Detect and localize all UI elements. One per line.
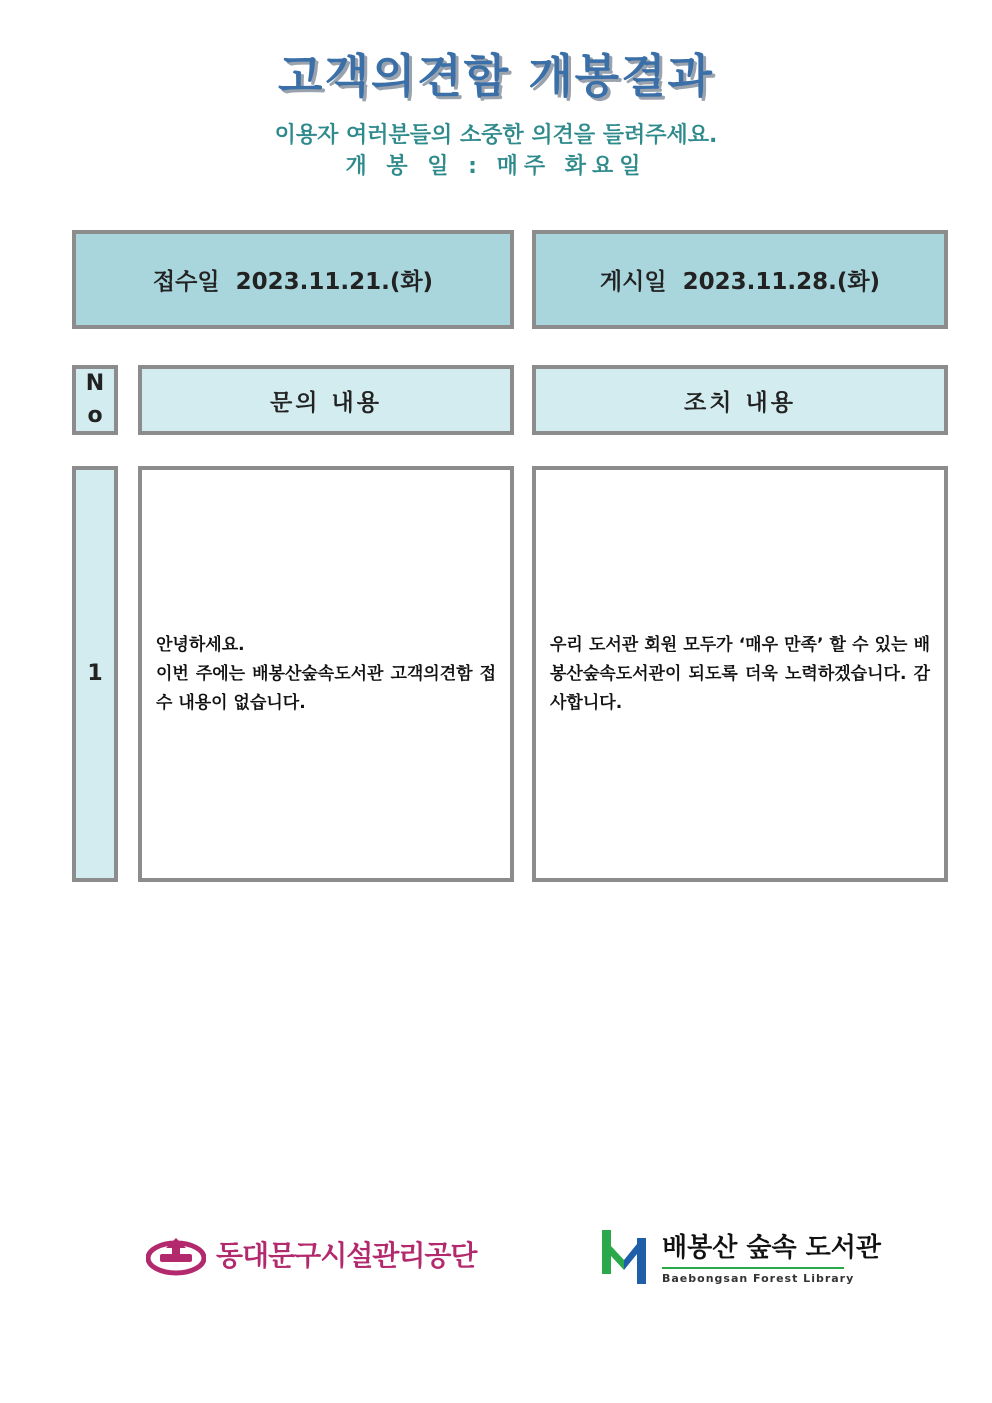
inquiry-content-cell	[138, 466, 514, 882]
org-emblem-icon	[146, 1232, 206, 1276]
library-emblem-icon	[600, 1226, 650, 1286]
open-day-note: 개 봉 일 : 매주 화요일	[345, 154, 647, 179]
posted-date-box	[532, 230, 948, 329]
inquiry-content	[156, 631, 496, 718]
column-header-action	[532, 365, 948, 435]
row-number: 1	[87, 661, 103, 686]
row-number-cell	[72, 466, 118, 882]
action-text: 우리 도서관 회원 모두가 ‘매우 만족’ 할 수 있는 배봉산숲속도서관이 되도록 더욱 노력하겠습니다. 감사합니다.	[550, 634, 930, 713]
column-header-no	[72, 365, 118, 435]
library-name-english: Baebongsan Forest Library	[662, 1272, 855, 1285]
no-label-top: N	[85, 371, 105, 396]
org-logo	[146, 1232, 476, 1276]
page-subtitle: 이용자 여러분들의 소중한 의견을 들려주세요.	[274, 123, 718, 148]
received-date-box	[72, 230, 514, 329]
no-label-bottom: o	[87, 403, 103, 428]
column-header-inquiry	[138, 365, 514, 435]
library-logo-divider	[662, 1267, 844, 1269]
action-content-cell	[532, 466, 948, 882]
action-header-label: 조치 내용	[684, 389, 796, 416]
posted-date: 게시일 2023.11.28.(화)	[599, 269, 881, 295]
inquiry-greeting: 안녕하세요.	[156, 634, 245, 655]
library-name-korean: 배봉산 숲속 도서관	[662, 1233, 882, 1263]
inquiry-header-label: 문의 내용	[270, 389, 382, 416]
org-name: 동대문구시설관리공단	[216, 1239, 477, 1272]
library-logo	[600, 1226, 881, 1286]
received-date: 접수일 2023.11.21.(화)	[152, 269, 434, 295]
inquiry-text: 이번 주에는 배봉산숲속도서관 고객의견함 접수 내용이 없습니다.	[156, 663, 496, 713]
page-title: 고객의견함 개봉결과	[278, 49, 714, 103]
